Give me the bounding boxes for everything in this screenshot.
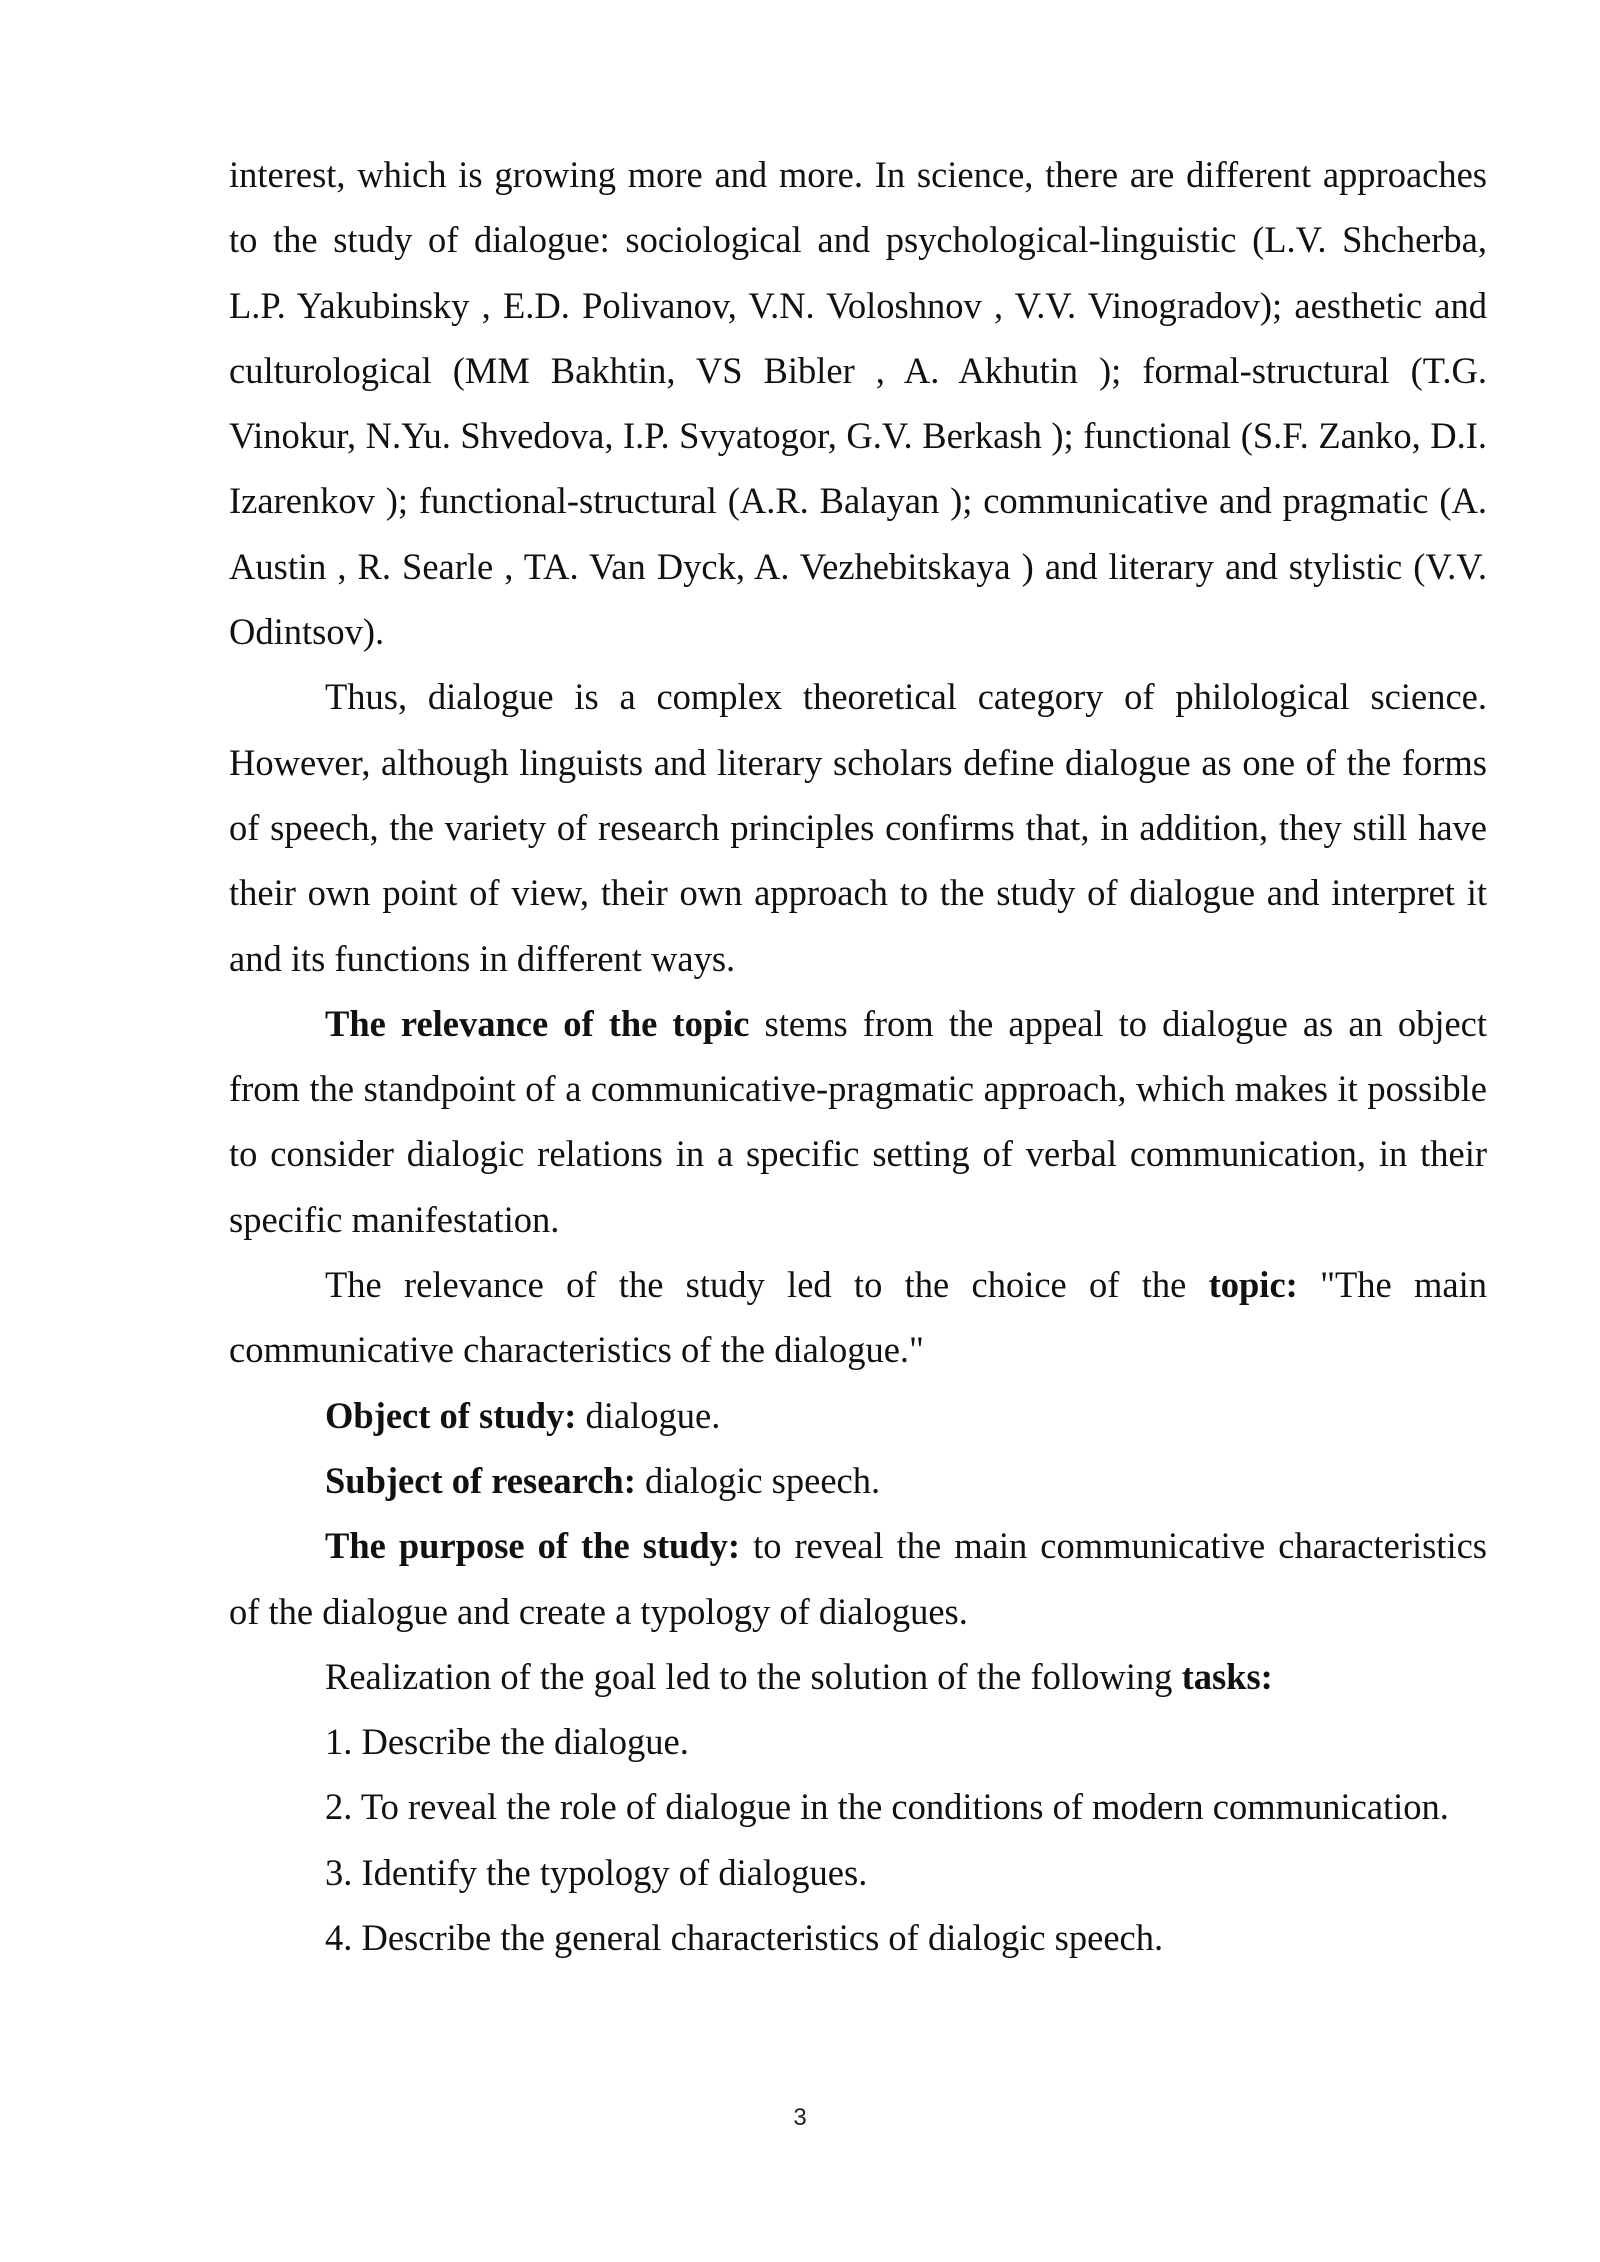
document-body [229, 142, 1487, 1970]
tasks-label: tasks: [1181, 1655, 1273, 1697]
task-item-3: 3. Identify the typology of dialogues. [325, 1851, 868, 1893]
topic-title-text: "The main communicative characteristics of the dialogue." [229, 1264, 1487, 1371]
subject-text: dialogic speech. [635, 1459, 881, 1501]
relevance-text: stems from the appeal to dialogue as an object from the standpoint of a communicative-pragmatic approach, which makes it possible to consider dialogic relations in a specific setting of verbal communication, in their specific manifestation. [229, 1002, 1488, 1240]
paragraph-tasks-intro [229, 1644, 1487, 1709]
object-label: Object of study: [325, 1394, 577, 1436]
subject-label: Subject of research: [325, 1459, 636, 1501]
purpose-label: The purpose of the study: [325, 1525, 741, 1567]
topic-label: topic: [1208, 1264, 1298, 1306]
object-text: dialogue. [576, 1394, 721, 1436]
paragraph-topic [229, 1252, 1487, 1383]
task-item-2: 2. To reveal the role of dialogue in the conditions of modern communication. [325, 1786, 1449, 1828]
task-item-4: 4. Describe the general characteristics of dialogic speech. [325, 1917, 1164, 1959]
task-item-1: 1. Describe the dialogue. [325, 1721, 689, 1763]
paragraph-dialogue-category: Thus, dialogue is a complex theoretical category of philological science. However, although linguists and literary scholars define dialogue as one of the forms of speech, the variety of research principles confirms that, in addition, they still have their own point of view, their own approach to the study of dialogue and interpret it and its functions in different ways. [229, 676, 1487, 979]
paragraph-relevance [229, 991, 1487, 1252]
paragraph-object [229, 1383, 1487, 1448]
paragraph-approaches: interest, which is growing more and more. In science, there are different approaches to the study of dialogue: sociological and psychological-linguistic (L.V. Shcherba, L.P. Yakubinsky , E.D. Polivanov, V.N. Voloshnov , V.V. Vinogradov); aesthetic and culturological (MM Bakhtin, VS Bibler , A. Akhutin ); formal-structural (T.G. Vinokur, N.Yu. Shvedova, I.P. Svyatogor, G.V. Berkash ); functional (S.F. Zanko, D.I. Izarenkov ); functional-structural (A.R. Balayan ); communicative and pragmatic (A. Austin , R. Searle , TA. Van Dyck, A. Vezhebitskaya ) and literary and stylistic (V.V. Odintsov). [229, 154, 1487, 653]
topic-intro-text: The relevance of the study led to the choice of the [325, 1264, 1209, 1306]
page-number: 3 [793, 2104, 807, 2131]
paragraph-subject [229, 1448, 1487, 1513]
paragraph-purpose [229, 1513, 1487, 1644]
purpose-text: to reveal the main communicative characteristics of the dialogue and create a typology of dialogues. [229, 1525, 1487, 1632]
relevance-heading: The relevance of the topic [325, 1002, 750, 1044]
tasks-intro-text: Realization of the goal led to the solution of the following [325, 1655, 1182, 1697]
